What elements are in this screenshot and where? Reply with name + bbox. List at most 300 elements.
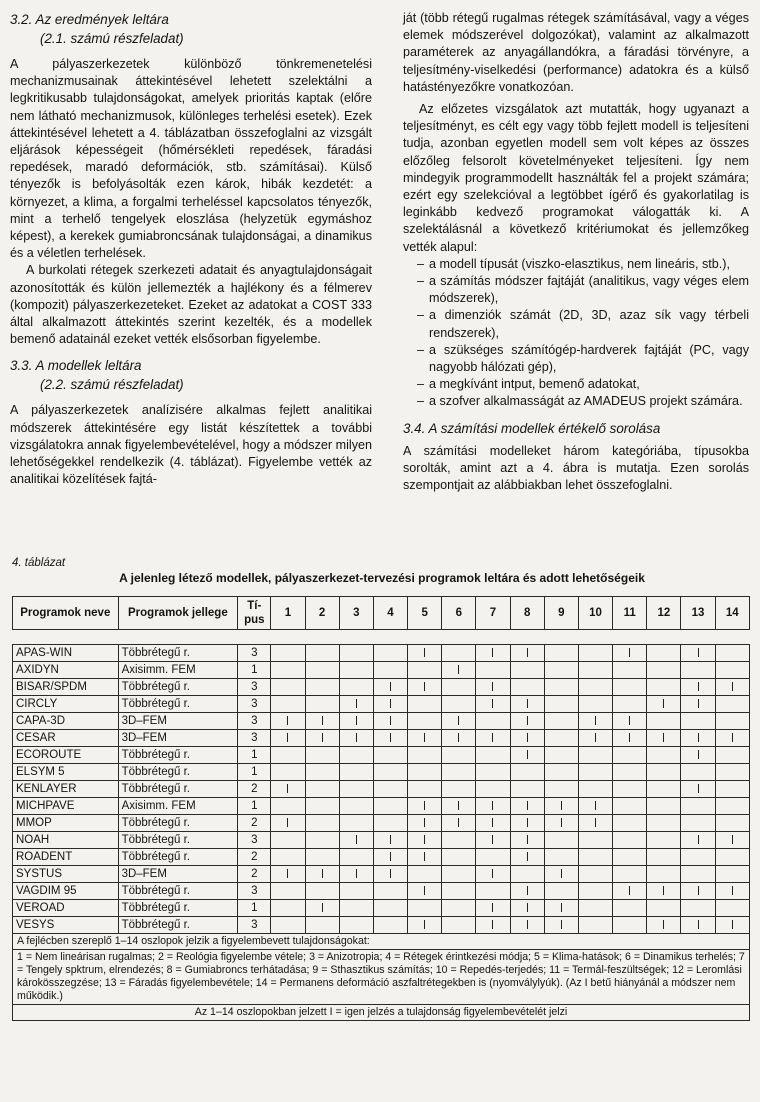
program-tip: 1 [238, 798, 271, 815]
feature-cell [681, 849, 715, 866]
left-column [10, 10, 372, 488]
feature-cell [613, 781, 647, 798]
yes-mark [732, 886, 733, 895]
feature-cell [271, 764, 305, 781]
right-column [403, 10, 749, 494]
feature-cell [510, 781, 544, 798]
feature-cell [544, 781, 578, 798]
feature-cell [544, 662, 578, 679]
yes-mark [732, 835, 733, 844]
yes-mark [390, 716, 391, 725]
yes-mark [698, 733, 699, 742]
feature-cell [715, 747, 749, 764]
feature-cell [271, 798, 305, 815]
program-name: SYSTUS [13, 866, 119, 883]
list-item: – a modell típusát (viszko-elasztikus, nem lineáris, stb.), [417, 256, 749, 273]
program-type: Többrétegű r. [118, 696, 238, 713]
header-col: 3 [339, 597, 373, 630]
feature-cell [373, 764, 407, 781]
program-type: Többrétegű r. [118, 900, 238, 917]
yes-mark [698, 886, 699, 895]
section-heading-3-4: 3.4. A számítási modellek értékelő sorolása [403, 420, 661, 436]
feature-cell [271, 815, 305, 832]
yes-mark [424, 920, 425, 929]
yes-mark [322, 869, 323, 878]
header-name: Programok neve [13, 597, 119, 630]
program-name: CESAR [13, 730, 119, 747]
program-tip: 3 [238, 883, 271, 900]
heading-line: 3.2. Az eredmények leltára [10, 12, 169, 27]
yes-mark [698, 682, 699, 691]
feature-cell [476, 645, 510, 662]
yes-mark [424, 886, 425, 895]
yes-mark [287, 869, 288, 878]
feature-cell [544, 815, 578, 832]
table-row [13, 730, 750, 747]
paragraph: Az előzetes vizsgálatok azt mutatták, hogy ugyanazt a teljesítményt, es célt egy vagy több fejlett modell is teljesíteni tudja, azonban egyetlen modell sem volt képes az összes előzőleg felsorolt követelményeket teljesíteni. Így nem mindegyik programmodellt használták fel a projekt számára; ezért egy szelekcióval a legtöbbet ígérő és gyakorlatilag is leginkább kedvező programokat válogatták ki. A szelektálásnál a következő kritériumokat és jellemzőkeg vették alapul: [403, 102, 749, 254]
feature-cell [339, 747, 373, 764]
list-item: – a dimenziók számát (2D, 3D, azaz sík vagy térbeli rendszerek), [417, 307, 749, 341]
feature-cell [544, 696, 578, 713]
feature-cell [373, 832, 407, 849]
feature-cell [544, 900, 578, 917]
feature-cell [715, 696, 749, 713]
header-type: Programok jellege [118, 597, 238, 630]
program-tip: 3 [238, 730, 271, 747]
feature-cell [339, 883, 373, 900]
program-tip: 3 [238, 917, 271, 934]
table-row [13, 679, 750, 696]
program-tip: 2 [238, 815, 271, 832]
heading-line: 3.3. A modellek leltára [10, 358, 142, 374]
program-tip: 3 [238, 832, 271, 849]
feature-cell [681, 713, 715, 730]
yes-mark [629, 886, 630, 895]
yes-mark [698, 750, 699, 759]
feature-cell [613, 900, 647, 917]
feature-cell [715, 662, 749, 679]
table-header-row [13, 597, 750, 630]
feature-cell [578, 713, 612, 730]
yes-mark [527, 818, 528, 827]
program-type: Többrétegű r. [118, 747, 238, 764]
program-type: Többrétegű r. [118, 883, 238, 900]
yes-mark [390, 869, 391, 878]
feature-cell [476, 662, 510, 679]
feature-cell [715, 730, 749, 747]
table-row [13, 645, 750, 662]
feature-cell [510, 662, 544, 679]
yes-mark [698, 784, 699, 793]
feature-cell [408, 747, 442, 764]
program-tip: 3 [238, 696, 271, 713]
feature-cell [271, 645, 305, 662]
feature-cell [305, 849, 339, 866]
table-note-marks: Az 1–14 oszlopokban jelzett I = igen jelzés a tulajdonság figyelembevételét jelzi [13, 1005, 750, 1021]
yes-mark [732, 920, 733, 929]
header-col: 2 [305, 597, 339, 630]
program-type: Többrétegű r. [118, 645, 238, 662]
feature-cell [442, 883, 476, 900]
program-tip: 1 [238, 662, 271, 679]
feature-cell [442, 849, 476, 866]
paragraph: A pályaszerkezetek különböző tönkremenetelési mechanizmusainak áttekintésével lehetett szelektálni a legkritikusabb tulajdonságokat, amelyek prioritás kaptak (előre nem látható mechanizmusok, különleges terhelési esetek). Ezek áttekintésével lehetett a 4. táblázatban összefoglalni az vizsgált eljárások képességeit (hőmérsékleti repedések, fáradási repedések, maradó deformációk, stb. számításai). Külső tényezők is befolyásolták ezen károk, hibák kezdetét: a környezet, a klima, a forgalmi terheléssel kapcsolatos tényezők, mint a terhelő tengelyek eloszlása (helyzetük egymáshoz képest), a kerekek gumiabroncsának tulajdonságai, a dinamikus és a véletlen terhelések. [10, 57, 372, 261]
feature-cell [681, 900, 715, 917]
feature-cell [544, 849, 578, 866]
feature-cell [339, 866, 373, 883]
feature-cell [442, 645, 476, 662]
yes-mark [322, 903, 323, 912]
feature-cell [339, 645, 373, 662]
yes-mark [390, 852, 391, 861]
feature-cell [578, 832, 612, 849]
yes-mark [527, 920, 528, 929]
feature-cell [408, 696, 442, 713]
yes-mark [527, 716, 528, 725]
yes-mark [663, 920, 664, 929]
feature-cell [578, 849, 612, 866]
yes-mark [458, 801, 459, 810]
program-type: 3D–FEM [118, 730, 238, 747]
yes-mark [595, 818, 596, 827]
program-name: APAS-WIN [13, 645, 119, 662]
feature-cell [647, 696, 681, 713]
feature-cell [305, 713, 339, 730]
yes-mark [492, 801, 493, 810]
list-item: – a számítás módszer fajtáját (analitikus, vagy véges elem módszerek), [417, 273, 749, 307]
header-col: 13 [681, 597, 715, 630]
program-type: Többrétegű r. [118, 815, 238, 832]
feature-cell [578, 781, 612, 798]
yes-mark [492, 920, 493, 929]
yes-mark [561, 920, 562, 929]
feature-cell [476, 696, 510, 713]
table-title: A jelenleg létező modellek, pályaszerkezet-tervezési programok leltára és adott lehetőségeik [119, 571, 645, 585]
feature-cell [647, 849, 681, 866]
feature-cell [647, 679, 681, 696]
feature-cell [408, 679, 442, 696]
yes-mark [424, 852, 425, 861]
feature-cell [339, 679, 373, 696]
feature-cell [373, 866, 407, 883]
feature-cell [442, 832, 476, 849]
program-type: Többrétegű r. [118, 917, 238, 934]
yes-mark [458, 716, 459, 725]
table-body [13, 645, 750, 934]
feature-cell [647, 815, 681, 832]
program-name: VAGDIM 95 [13, 883, 119, 900]
feature-cell [613, 764, 647, 781]
feature-cell [271, 679, 305, 696]
feature-cell [339, 798, 373, 815]
program-type: Többrétegű r. [118, 679, 238, 696]
feature-cell [305, 781, 339, 798]
feature-cell [442, 747, 476, 764]
feature-cell [613, 645, 647, 662]
feature-cell [681, 730, 715, 747]
feature-cell [681, 781, 715, 798]
feature-cell [408, 781, 442, 798]
yes-mark [424, 835, 425, 844]
feature-cell [271, 866, 305, 883]
feature-cell [271, 696, 305, 713]
feature-cell [339, 764, 373, 781]
feature-cell [681, 832, 715, 849]
feature-cell [613, 815, 647, 832]
program-type: Többrétegű r. [118, 832, 238, 849]
paragraph: A pályaszerkezetek analízisére alkalmas fejlett analitikai módszerek áttekintésére egy listát készítettek a további vizsgálatokra annak figyelembevételével, hogy a módszer milyen lehetőségekkel rendelkezik (4. táblázat). Figyelembe vették az analitikai közelítések fajtá- [10, 403, 372, 487]
feature-cell [305, 900, 339, 917]
yes-mark [732, 733, 733, 742]
header-col: 8 [510, 597, 544, 630]
header-col: 1 [271, 597, 305, 630]
feature-cell [271, 832, 305, 849]
feature-cell [578, 645, 612, 662]
feature-cell [613, 696, 647, 713]
feature-cell [578, 900, 612, 917]
feature-cell [442, 730, 476, 747]
feature-cell [544, 832, 578, 849]
feature-cell [510, 900, 544, 917]
feature-cell [681, 696, 715, 713]
feature-cell [613, 662, 647, 679]
feature-cell [442, 696, 476, 713]
feature-cell [544, 679, 578, 696]
program-name: BISAR/SPDM [13, 679, 119, 696]
feature-cell [510, 866, 544, 883]
feature-cell [408, 832, 442, 849]
yes-mark [322, 733, 323, 742]
yes-mark [663, 886, 664, 895]
feature-cell [681, 747, 715, 764]
feature-cell [442, 781, 476, 798]
table-row [13, 900, 750, 917]
yes-mark [424, 733, 425, 742]
feature-cell [408, 662, 442, 679]
feature-cell [408, 849, 442, 866]
yes-mark [732, 682, 733, 691]
feature-cell [647, 730, 681, 747]
yes-mark [595, 733, 596, 742]
feature-cell [578, 883, 612, 900]
feature-cell [544, 798, 578, 815]
feature-cell [476, 730, 510, 747]
yes-mark [527, 852, 528, 861]
feature-cell [715, 679, 749, 696]
feature-cell [271, 781, 305, 798]
program-name: ECOROUTE [13, 747, 119, 764]
table-row [13, 849, 750, 866]
yes-mark [287, 784, 288, 793]
paragraph: ját (több rétegű rugalmas rétegek számításával, vagy a véges elemek módszerével dolgozókat), valamint az alkalmazott paraméterek az anyagállandókra, a fáradási törvényre, a teljesítmény-viselkedési (performance) adatokra és a külső hatástényezőkre vonatkozóan. [403, 11, 749, 94]
feature-cell [510, 764, 544, 781]
table-row [13, 917, 750, 934]
header-col: 10 [578, 597, 612, 630]
feature-cell [339, 917, 373, 934]
feature-cell [271, 900, 305, 917]
yes-mark [595, 801, 596, 810]
yes-mark [492, 682, 493, 691]
yes-mark [595, 716, 596, 725]
feature-cell [305, 679, 339, 696]
table-row [13, 866, 750, 883]
feature-cell [373, 696, 407, 713]
feature-cell [305, 866, 339, 883]
feature-cell [647, 798, 681, 815]
feature-cell [510, 679, 544, 696]
feature-cell [442, 662, 476, 679]
feature-cell [476, 832, 510, 849]
feature-cell [271, 747, 305, 764]
table-row [13, 798, 750, 815]
yes-mark [390, 835, 391, 844]
feature-cell [647, 764, 681, 781]
yes-mark [424, 818, 425, 827]
feature-cell [681, 883, 715, 900]
feature-cell [339, 696, 373, 713]
list-item: – a megkívánt intput, bemenő adatokat, [417, 376, 749, 393]
feature-cell [271, 713, 305, 730]
feature-cell [408, 713, 442, 730]
feature-cell [647, 883, 681, 900]
feature-cell [476, 679, 510, 696]
header-col: 9 [544, 597, 578, 630]
feature-cell [578, 917, 612, 934]
feature-cell [373, 679, 407, 696]
feature-cell [373, 645, 407, 662]
feature-cell [305, 832, 339, 849]
program-type: Többrétegű r. [118, 764, 238, 781]
feature-cell [715, 798, 749, 815]
feature-cell [408, 900, 442, 917]
program-tip: 1 [238, 747, 271, 764]
feature-cell [373, 798, 407, 815]
yes-mark [287, 716, 288, 725]
feature-cell [339, 900, 373, 917]
feature-cell [408, 645, 442, 662]
yes-mark [698, 835, 699, 844]
yes-mark [629, 716, 630, 725]
feature-cell [442, 866, 476, 883]
feature-cell [578, 798, 612, 815]
yes-mark [527, 750, 528, 759]
yes-mark [527, 733, 528, 742]
feature-cell [715, 815, 749, 832]
program-name: CIRCLY [13, 696, 119, 713]
feature-cell [339, 815, 373, 832]
feature-cell [305, 798, 339, 815]
program-name: CAPA-3D [13, 713, 119, 730]
program-tip: 1 [238, 764, 271, 781]
yes-mark [663, 733, 664, 742]
feature-cell [442, 815, 476, 832]
program-tip: 2 [238, 866, 271, 883]
table-note-legend: 1 = Nem lineárisan rugalmas; 2 = Reológia figyelembe vétele; 3 = Anizotropia; 4 = Rétegek érintkezési módja; 5 = Klima-hatások; 6 = Dinamikus terhelés; 7 = Tengely spktrum, elrendezés; 8 = Gumiabroncs terhátadása; 9 = Sthasztikus számítás; 10 = Repedés-terjedés; 11 = Termál-feszültségek; 12 = Leromlási károkösszegzése; 13 = Fáradás figyelembevétele; 14 = Permanens deformáció aszfaltrétegekben is (nyomválylyúk). (Az I betű hiányánál a módszer nem működik.) [13, 950, 750, 1005]
program-name: VEROAD [13, 900, 119, 917]
feature-cell [476, 883, 510, 900]
paragraph: A burkolati rétegek szerkezeti adatait és anyagtulajdonságait azonosították és külön jellemezték a hajlékony és a félmerev (kompozit) pályaszerkezeteket. Ezeket az adatokat a COST 333 által alkalmazott áttekintés szerint kezelték, és a modellek bemenő adatainál ezeket vették elsősorban figyelembe. [10, 263, 372, 347]
feature-cell [305, 696, 339, 713]
feature-cell [613, 798, 647, 815]
feature-cell [510, 917, 544, 934]
header-col: 4 [373, 597, 407, 630]
feature-cell [578, 696, 612, 713]
feature-cell [715, 832, 749, 849]
feature-cell [578, 747, 612, 764]
yes-mark [424, 682, 425, 691]
table-row [13, 713, 750, 730]
feature-cell [681, 798, 715, 815]
feature-cell [408, 798, 442, 815]
yes-mark [492, 835, 493, 844]
program-tip: 3 [238, 713, 271, 730]
feature-cell [510, 832, 544, 849]
yes-mark [458, 665, 459, 674]
feature-cell [715, 645, 749, 662]
yes-mark [527, 903, 528, 912]
program-tip: 2 [238, 849, 271, 866]
feature-cell [544, 747, 578, 764]
program-type: 3D–FEM [118, 713, 238, 730]
yes-mark [390, 733, 391, 742]
yes-mark [698, 920, 699, 929]
feature-cell [613, 747, 647, 764]
feature-cell [408, 764, 442, 781]
feature-cell [476, 917, 510, 934]
feature-cell [715, 866, 749, 883]
feature-cell [373, 849, 407, 866]
yes-mark [390, 699, 391, 708]
program-name: MICHPAVE [13, 798, 119, 815]
feature-cell [373, 713, 407, 730]
feature-cell [578, 662, 612, 679]
feature-cell [544, 866, 578, 883]
feature-cell [510, 696, 544, 713]
feature-cell [339, 832, 373, 849]
feature-cell [305, 764, 339, 781]
feature-cell [647, 645, 681, 662]
feature-cell [510, 815, 544, 832]
feature-cell [715, 764, 749, 781]
header-col: 5 [408, 597, 442, 630]
feature-cell [476, 713, 510, 730]
feature-cell [578, 866, 612, 883]
feature-cell [544, 645, 578, 662]
feature-cell [442, 917, 476, 934]
yes-mark [629, 648, 630, 657]
feature-cell [408, 917, 442, 934]
feature-cell [578, 764, 612, 781]
feature-cell [647, 747, 681, 764]
yes-mark [561, 869, 562, 878]
feature-cell [408, 730, 442, 747]
yes-mark [663, 699, 664, 708]
feature-cell [305, 730, 339, 747]
feature-cell [271, 730, 305, 747]
table-row [13, 764, 750, 781]
feature-cell [681, 662, 715, 679]
feature-cell [271, 849, 305, 866]
yes-mark [356, 869, 357, 878]
feature-cell [442, 798, 476, 815]
yes-mark [492, 903, 493, 912]
yes-mark [527, 699, 528, 708]
feature-cell [715, 917, 749, 934]
feature-cell [544, 917, 578, 934]
feature-cell [647, 713, 681, 730]
feature-cell [271, 662, 305, 679]
heading-subline: (2.2. számú részfeladat) [40, 377, 184, 393]
